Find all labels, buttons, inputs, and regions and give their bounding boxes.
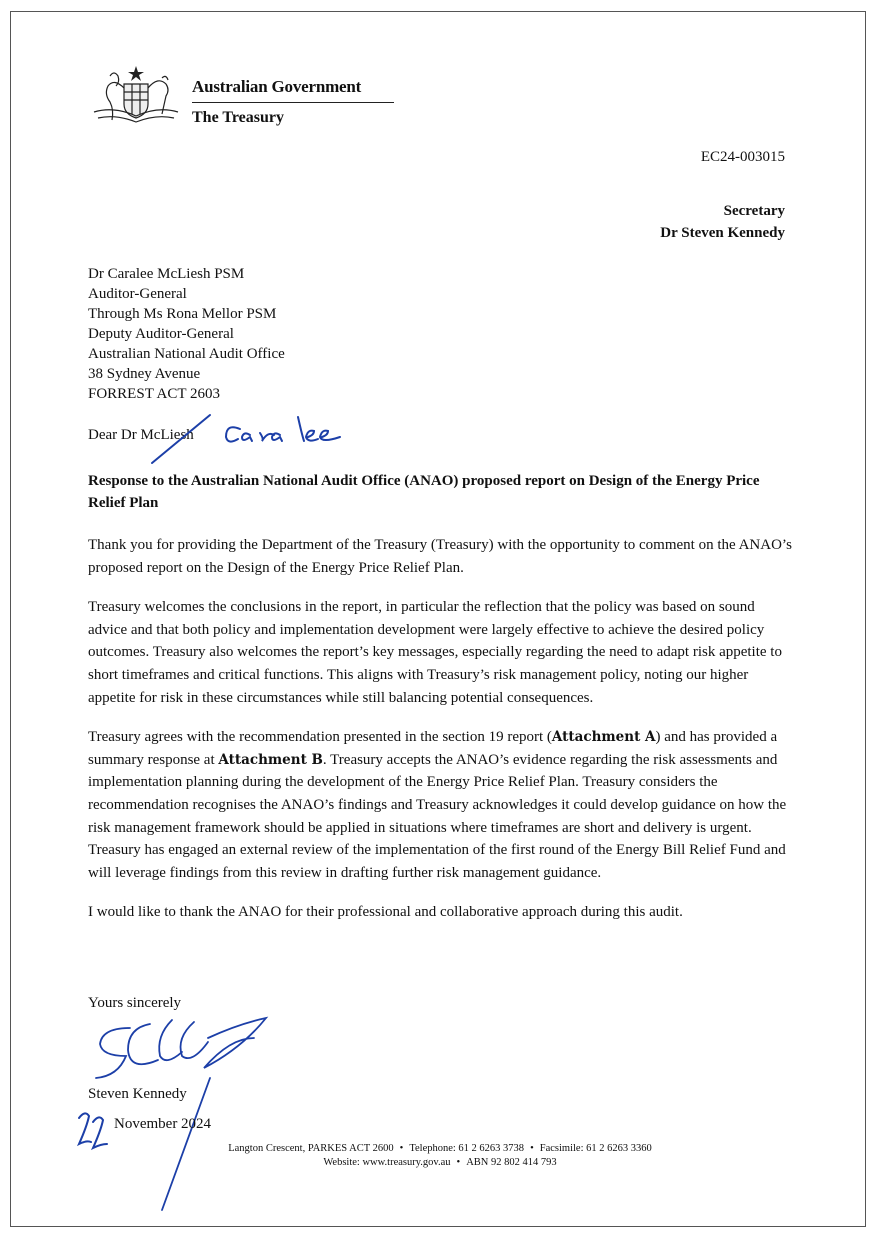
signatory-name: Steven Kennedy (88, 1086, 187, 1102)
footer-web-line (150, 1156, 730, 1170)
attachment-b-reference: Attachment B (218, 751, 323, 768)
paragraph-text: ) and has provided a summary response at (88, 729, 778, 768)
letterhead-footer (150, 1142, 730, 1170)
reference-number: EC24-003015 (700, 149, 785, 165)
recipient-address (88, 264, 285, 404)
separator-bullet: • (530, 1143, 534, 1154)
address-line: Through Ms Rona Mellor PSM (88, 306, 277, 322)
handwritten-first-name (140, 405, 360, 470)
address-line: Auditor-General (88, 286, 187, 302)
paragraph: I would like to thank the ANAO for their professional and collaborative approach during this audit. (88, 904, 683, 921)
footer-abn: ABN 92 802 414 793 (466, 1157, 557, 1168)
sender-name: Dr Steven Kennedy (660, 225, 785, 241)
footer-website: Website: www.treasury.gov.au (323, 1157, 451, 1168)
footer-telephone: Telephone: 61 2 6263 3738 (409, 1143, 525, 1154)
paragraph (88, 726, 793, 884)
department-name: The Treasury (192, 109, 285, 126)
address-line: Deputy Auditor-General (88, 326, 234, 342)
letter-body (88, 534, 793, 941)
salutation: Dear Dr McLiesh (88, 427, 194, 443)
paragraph-text: Treasury agrees with the recommendation presented in the section 19 report ( (88, 729, 552, 746)
address-line: Dr Caralee McLiesh PSM (88, 266, 245, 282)
footer-facsimile: Facsimile: 61 2 6263 3360 (539, 1143, 652, 1154)
address-line: 38 Sydney Avenue (88, 366, 201, 382)
letter-date: November 2024 (114, 1116, 212, 1132)
paragraph: Treasury welcomes the conclusions in the report, in particular the reflection that the policy was based on sound advice and that both policy and implementation development were largely effective to achieve the desired policy outcomes. Treasury also welcomes the report’s key messages, especially regarding the need to adapt risk appetite to short timeframes and critical functions. This aligns with Treasury’s risk management policy, noting our higher appetite for risk in these circumstances while still balancing potential consequences. (88, 599, 782, 706)
attachment-a-reference: Attachment A (551, 729, 656, 746)
letter-subject: Response to the Australian National Audit Office (ANAO) proposed report on Design of the Energy Price Relief Plan (88, 473, 760, 511)
closing: Yours sincerely (88, 995, 182, 1011)
letterhead-rule (192, 102, 394, 103)
signature (90, 1010, 290, 1210)
handwritten-date-day (76, 1108, 112, 1152)
government-name: Australian Government (192, 77, 362, 96)
footer-contact-line (150, 1142, 730, 1156)
coat-of-arms-logo (86, 62, 186, 132)
paragraph-text: . Treasury accepts the ANAO’s evidence regarding the risk assessments and implementation planning during the development of the Energy Price Relief Plan. Treasury considers the recommendation recognises the ANAO’s findings and Treasury acknowledges it could develop guidance on how the risk management framework should be applied in situations where timeframes are short and delivery is urgent. Treasury has engaged an external review of the implementation of the first round of the Energy Bill Relief Fund and will leverage findings from this review in drafting further risk management guidance. (88, 751, 787, 881)
footer-address: Langton Crescent, PARKES ACT 2600 (228, 1143, 394, 1154)
address-line: FORREST ACT 2603 (88, 386, 220, 402)
separator-bullet: • (399, 1143, 404, 1154)
sender-block (660, 200, 785, 244)
paragraph: Thank you for providing the Department of the Treasury (Treasury) with the opportunity to comment on the ANAO’s proposed report on the Design of the Energy Price Relief Plan. (88, 537, 792, 576)
separator-bullet: • (456, 1157, 461, 1168)
address-line: Australian National Audit Office (88, 346, 285, 362)
sender-title: Secretary (723, 203, 785, 219)
